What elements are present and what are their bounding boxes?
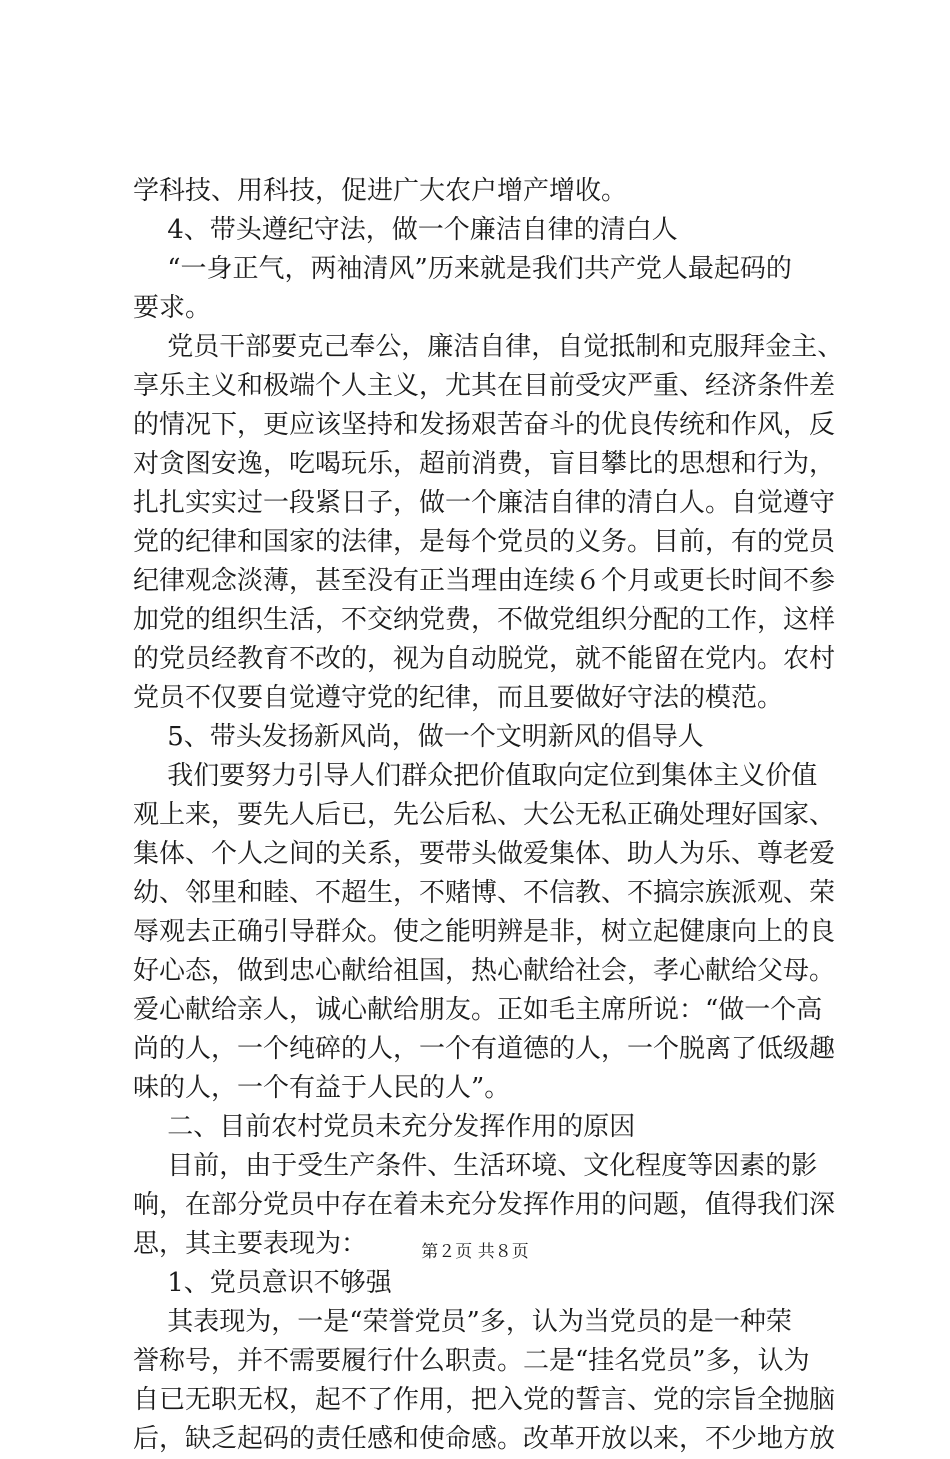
text-line: “一身正气，两袖清风”历来就是我们共产党人最起码的 — [133, 254, 792, 284]
text-line: 目前，由于受生产条件、生活环境、文化程度等因素的影 — [133, 1151, 818, 1181]
text-line: 加党的组织生活，不交纳党费，不做党组织分配的工作，这样 — [133, 605, 836, 635]
text-line: 味的人，一个有益于人民的人”。 — [133, 1073, 511, 1103]
text-line: 要求。 — [133, 293, 212, 323]
text-line: 好心态，做到忠心献给祖国，热心献给社会，孝心献给父母。 — [133, 956, 836, 986]
text-line: 的党员经教育不改的，视为自动脱党，就不能留在党内。农村 — [133, 644, 836, 674]
page-footer: 第２页 共８页 — [421, 1242, 529, 1262]
body-text — [133, 172, 844, 1459]
text-line: 幼、邻里和睦、不超生，不赌博、不信教、不搞宗族派观、荣 — [133, 878, 836, 908]
text-line: 1、党员意识不够强 — [133, 1268, 392, 1298]
text-line: 誉称号，并不需要履行什么职责。二是“挂名党员”多，认为 — [133, 1346, 810, 1376]
text-line: 后，缺乏起码的责任感和使命感。改革开放以来，不少地方放 — [133, 1424, 836, 1454]
text-line: 党员干部要克己奉公，廉洁自律，自觉抵制和克服拜金主、 — [133, 332, 844, 362]
text-line: 二、目前农村党员未充分发挥作用的原因 — [133, 1112, 636, 1142]
text-line: 观上来，要先人后已，先公后私、大公无私正确处理好国家、 — [133, 800, 836, 830]
text-line: 自已无职无权，起不了作用，把入党的誓言、党的宗旨全抛脑 — [133, 1385, 836, 1415]
text-line: 的情况下，更应该坚持和发扬艰苦奋斗的优良传统和作风，反 — [133, 410, 836, 440]
text-line: 对贪图安逸，吃喝玩乐，超前消费，盲目攀比的思想和行为， — [133, 449, 836, 479]
text-line: 响，在部分党员中存在着未充分发挥作用的问题，值得我们深 — [133, 1190, 836, 1220]
text-line: 4、带头遵纪守法，做一个廉洁自律的清白人 — [133, 215, 678, 245]
text-line: 其表现为，一是“荣誉党员”多，认为当党员的是一种荣 — [133, 1307, 792, 1337]
text-line: 学科技、用科技，促进广大农户增产增收。 — [133, 176, 628, 206]
text-line: 纪律观念淡薄，甚至没有正当理由连续６个月或更长时间不参 — [133, 566, 836, 596]
text-line: 我们要努力引导人们群众把价值取向定位到集体主义价值 — [133, 761, 818, 791]
text-line: 5、带头发扬新风尚，做一个文明新风的倡导人 — [133, 722, 704, 752]
text-line: 思，其主要表现为： — [133, 1229, 368, 1259]
text-line: 党员不仅要自觉遵守党的纪律，而且要做好守法的模范。 — [133, 683, 784, 713]
text-line: 享乐主义和极端个人主义，尤其在目前受灾严重、经济条件差 — [133, 371, 836, 401]
text-line: 尚的人，一个纯碎的人，一个有道德的人，一个脱离了低级趣 — [133, 1034, 836, 1064]
text-line: 集体、个人之间的关系，要带头做爱集体、助人为乐、尊老爱 — [133, 839, 836, 869]
text-line: 辱观去正确引导群众。使之能明辨是非，树立起健康向上的良 — [133, 917, 836, 947]
text-line: 党的纪律和国家的法律，是每个党员的义务。目前，有的党员 — [133, 527, 836, 557]
text-line: 扎扎实实过一段紧日子，做一个廉洁自律的清白人。自觉遵守 — [133, 488, 836, 518]
text-line: 爱心献给亲人，诚心献给朋友。正如毛主席所说：“做一个高 — [133, 995, 823, 1025]
